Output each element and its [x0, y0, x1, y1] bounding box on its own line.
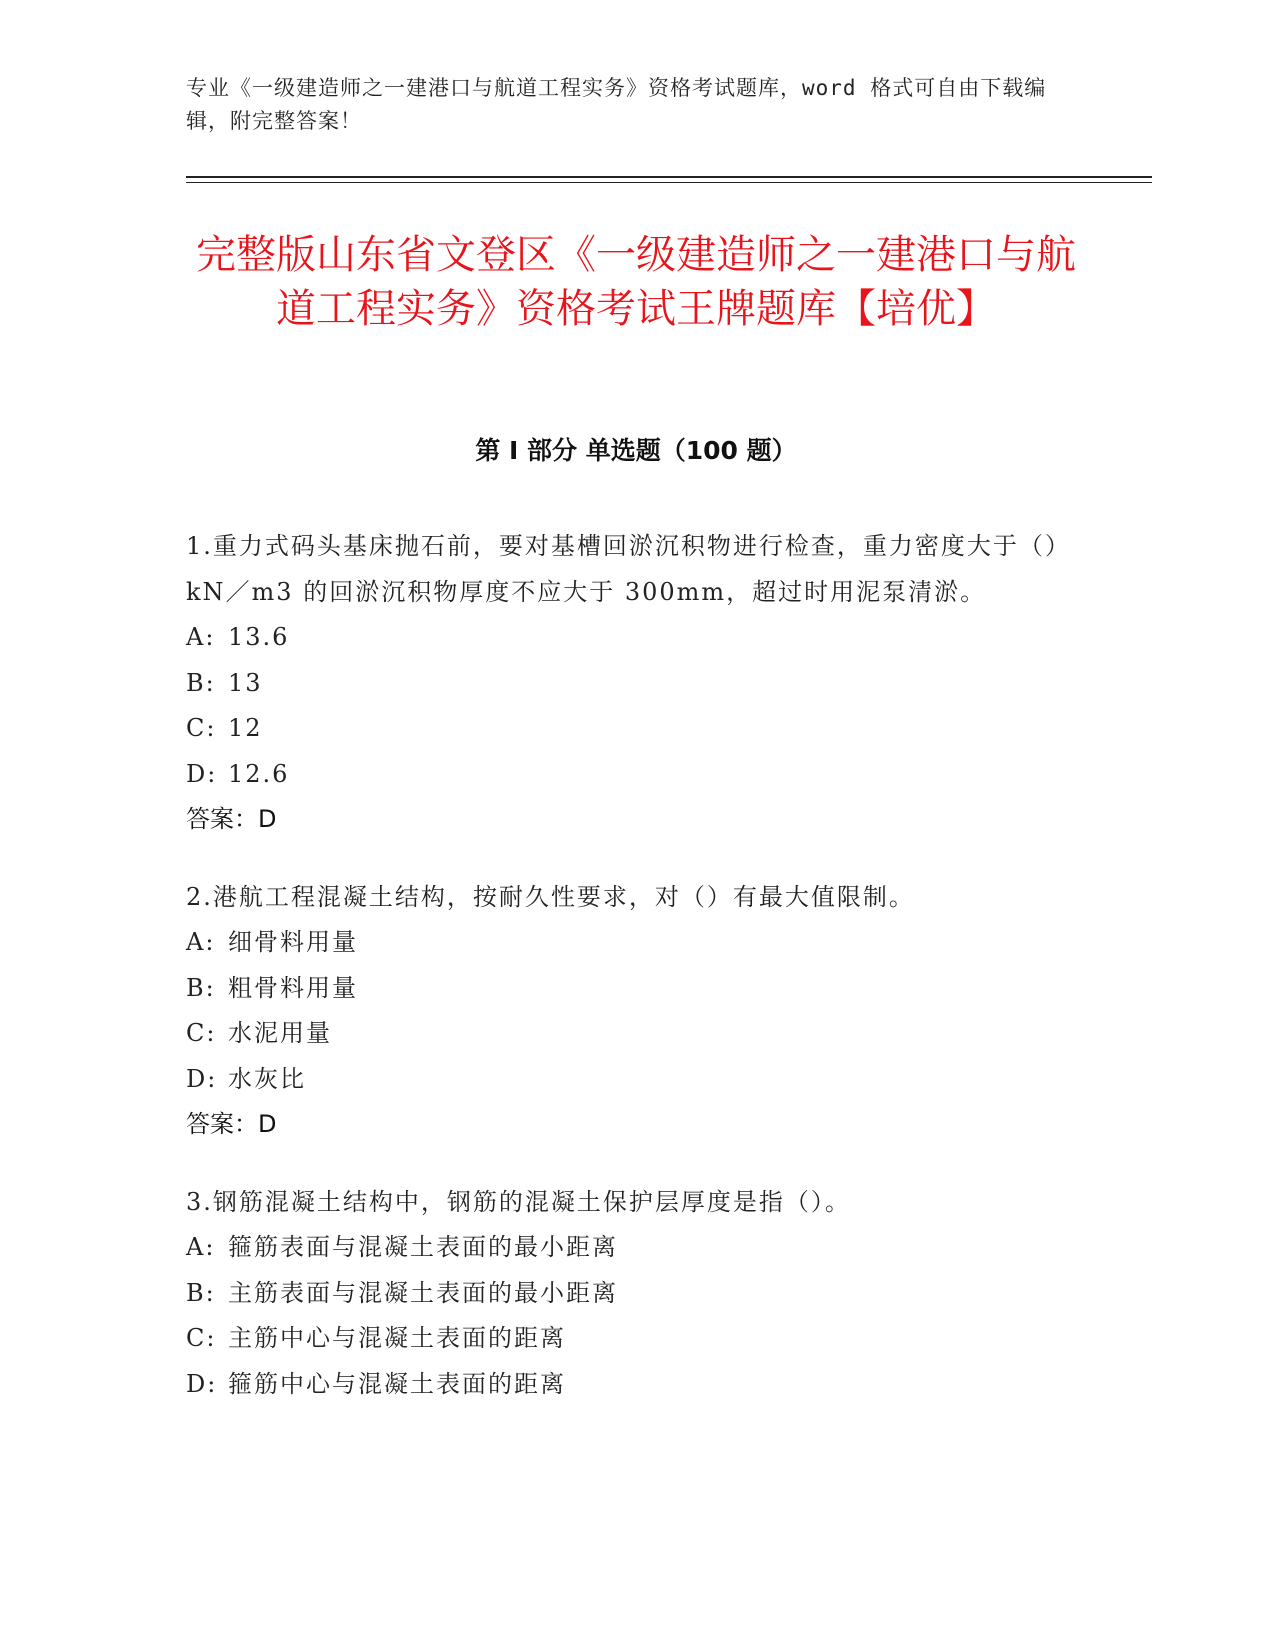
- option-letter: D:: [186, 1369, 218, 1398]
- option-text: 箍筋中心与混凝土表面的距离: [228, 1369, 566, 1398]
- header-divider-thin: [186, 182, 1152, 183]
- section-heading: 第 I 部分 单选题（100 题）: [475, 436, 797, 465]
- option-text: 12: [228, 714, 263, 742]
- option-d: [186, 752, 1066, 798]
- option-text: 主筋表面与混凝土表面的最小距离: [228, 1278, 618, 1307]
- question-stem: 3.钢筋混凝土结构中，钢筋的混凝土保护层厚度是指（）。: [186, 1187, 851, 1216]
- header-note: 专业《一级建造师之一建港口与航道工程实务》资格考试题库，word 格式可自由下载编辑，附完整答案！: [186, 76, 1047, 133]
- question-2: [186, 875, 1066, 1148]
- answer-line: 答案：D: [186, 1110, 277, 1138]
- option-a: [186, 615, 1066, 661]
- option-letter: A:: [186, 623, 216, 651]
- option-letter: A:: [186, 928, 216, 956]
- document-title: 完整版山东省文登区《一级建造师之一建港口与航道工程实务》资格考试王牌题库【培优】: [196, 232, 1076, 332]
- option-c: [186, 1011, 1066, 1057]
- option-text: 水泥用量: [228, 1019, 332, 1047]
- option-d: [186, 1057, 1066, 1103]
- option-text: 12.6: [228, 759, 290, 788]
- option-letter: B:: [186, 1278, 216, 1307]
- option-letter: D:: [186, 1064, 218, 1093]
- option-c: [186, 1316, 1066, 1362]
- option-text: 主筋中心与混凝土表面的距离: [228, 1324, 566, 1352]
- option-letter: B:: [186, 668, 216, 697]
- option-letter: B:: [186, 973, 216, 1002]
- question-3: [186, 1180, 1066, 1408]
- option-text: 粗骨料用量: [228, 973, 358, 1002]
- option-letter: C:: [186, 1324, 217, 1352]
- question-stem: 1.重力式码头基床抛石前，要对基槽回淤沉积物进行检查，重力密度大于（）kN／m3 的回淤沉积物厚度不应大于 300mm，超过时用泥泵清淤。: [186, 532, 1059, 606]
- question-stem: 2.港航工程混凝土结构，按耐久性要求，对（）有最大值限制。: [186, 882, 915, 911]
- option-text: 细骨料用量: [228, 928, 358, 956]
- option-text: 箍筋表面与混凝土表面的最小距离: [228, 1233, 618, 1261]
- option-letter: A:: [186, 1233, 216, 1261]
- option-letter: C:: [186, 1019, 217, 1047]
- question-list: [186, 524, 1066, 1439]
- answer-line: 答案：D: [186, 805, 277, 833]
- option-text: 13.6: [228, 623, 290, 651]
- option-b: [186, 661, 1066, 707]
- header-divider-thick: [186, 176, 1152, 178]
- option-text: 13: [228, 668, 263, 697]
- question-1: [186, 524, 1066, 843]
- option-text: 水灰比: [228, 1064, 306, 1093]
- option-letter: C:: [186, 714, 217, 742]
- option-letter: D:: [186, 759, 218, 788]
- option-b: [186, 966, 1066, 1012]
- option-d: [186, 1362, 1066, 1408]
- option-b: [186, 1271, 1066, 1317]
- option-c: [186, 706, 1066, 752]
- option-a: [186, 1225, 1066, 1271]
- option-a: [186, 920, 1066, 966]
